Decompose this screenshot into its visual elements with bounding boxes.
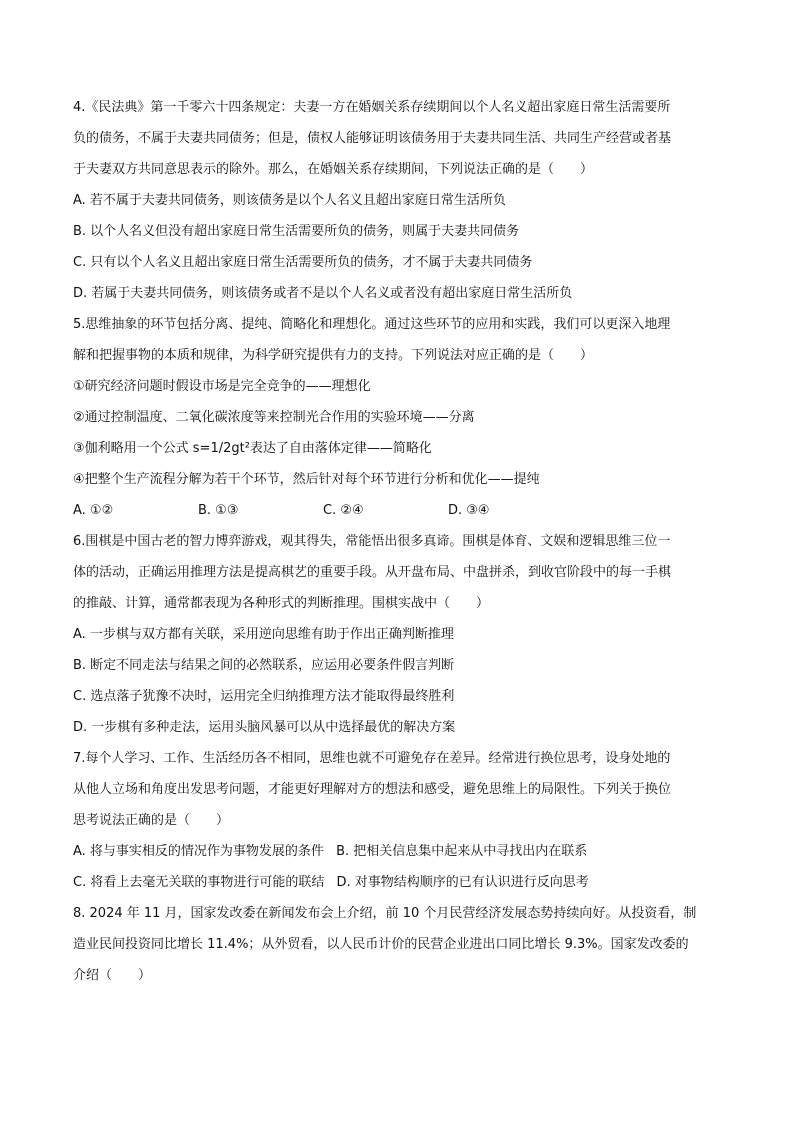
- q6-stem-line: 体的活动，正确运用推理方法是提高棋艺的重要手段。从开盘布局、中盘拼杀，到收官阶段中的每一手棋: [73, 565, 672, 580]
- q7-options-row-2: [73, 873, 723, 904]
- q6-stem-line: 的推敲、计算，通常都表现为各种形式的判断推理。围棋实战中（ ）: [73, 596, 490, 611]
- q5-stem-line: 5.思维抽象的环节包括分离、提纯、简略化和理想化。通过这些环节的应用和实践，我们可以更深入地理: [73, 317, 671, 332]
- q5-item-2: ②通过控制温度、二氧化碳浓度等来控制光合作用的实验环境——分离: [73, 410, 475, 425]
- question-list: [73, 98, 723, 997]
- q7-options-row-1: [73, 842, 723, 873]
- q4-option-c: C. 只有以个人名义且超出家庭日常生活需要所负的债务，才不属于夫妻共同债务: [73, 255, 533, 270]
- q6-stem-line: 6.围棋是中国古老的智力博弈游戏，观其得失，常能悟出很多真谛。围棋是体育、文娱和逻辑思维三位一: [73, 534, 671, 549]
- q7-option-a: A. 将与事实相反的情况作为事物发展的条件: [73, 844, 324, 859]
- q5-options-row: [73, 501, 723, 532]
- q7-stem-line: 从他人立场和角度出发思考问题，才能更好理解对方的想法和感受，避免思维上的局限性。下列关于换位: [73, 782, 672, 797]
- q4-option-b: B. 以个人名义但没有超出家庭日常生活需要所负的债务，则属于夫妻共同债务: [73, 224, 520, 239]
- q4-option-a: A. 若不属于夫妻共同债务，则该债务是以个人名义且超出家庭日常生活所负: [73, 193, 506, 208]
- q8-stem-line: 8. 2024 年 11 月，国家发改委在新闻发布会上介绍，前 10 个月民营经济发展态势持续向好。从投资看，制: [73, 906, 697, 921]
- q4-stem-line: 负的债务，不属于夫妻共同债务；但是，债权人能够证明该债务用于夫妻共同生活、共同生产经营或者基: [73, 131, 672, 146]
- q5-item-3: ③伽利略用一个公式 s=1/2gt²表达了自由落体定律——简略化: [73, 441, 432, 456]
- q5-item-4: ④把整个生产流程分解为若干个环节，然后针对每个环节进行分析和优化——提纯: [73, 472, 540, 487]
- q4-stem-line: 4.《民法典》第一千零六十四条规定：夫妻一方在婚姻关系存续期间以个人名义超出家庭日常生活需要所: [73, 100, 671, 115]
- q8-stem-line: 介绍（ ）: [73, 968, 152, 983]
- q8-stem-line: 造业民间投资同比增长 11.4%；从外贸看，以人民币计价的民营企业进出口同比增长 9.3%。国家发改委的: [73, 937, 689, 952]
- q7-stem-line: 思考说法正确的是（ ）: [73, 813, 230, 828]
- q7-option-b: B. 把相关信息集中起来从中寻找出内在联系: [336, 844, 588, 859]
- q6-option-a: A. 一步棋与双方都有关联，采用逆向思维有助于作出正确判断推理: [73, 627, 454, 642]
- q6-option-b: B. 断定不同走法与结果之间的必然联系，应运用必要条件假言判断: [73, 658, 455, 673]
- q5-option-b: B. ①③: [198, 503, 239, 518]
- q7-stem-line: 7.每个人学习、工作、生活经历各不相同，思维也就不可避免存在差异。经常进行换位思考，设身处地的: [73, 751, 671, 766]
- q7-option-c: C. 将看上去毫无关联的事物进行可能的联结: [73, 875, 325, 890]
- q5-stem-line: 解和把握事物的本质和规律，为科学研究提供有力的支持。下列说法对应正确的是（ ）: [73, 348, 594, 363]
- q5-option-c: C. ②④: [323, 503, 364, 518]
- q7-option-d: D. 对事物结构顺序的已有认识进行反向思考: [336, 875, 589, 890]
- q5-item-1: ①研究经济问题时假设市场是完全竞争的——理想化: [73, 379, 371, 394]
- q5-option-a: A. ①②: [73, 503, 114, 518]
- q6-option-c: C. 选点落子犹豫不决时，运用完全归纳推理方法才能取得最终胜利: [73, 689, 455, 704]
- q6-option-d: D. 一步棋有多种走法，运用头脑风暴可以从中选择最优的解决方案: [73, 720, 456, 735]
- q4-option-d: D. 若属于夫妻共同债务，则该债务或者不是以个人名义或者没有超出家庭日常生活所负: [73, 286, 573, 301]
- q4-stem-line: 于夫妻双方共同意思表示的除外。那么，在婚姻关系存续期间，下列说法正确的是（ ）: [73, 162, 594, 177]
- q5-option-d: D. ③④: [448, 503, 490, 518]
